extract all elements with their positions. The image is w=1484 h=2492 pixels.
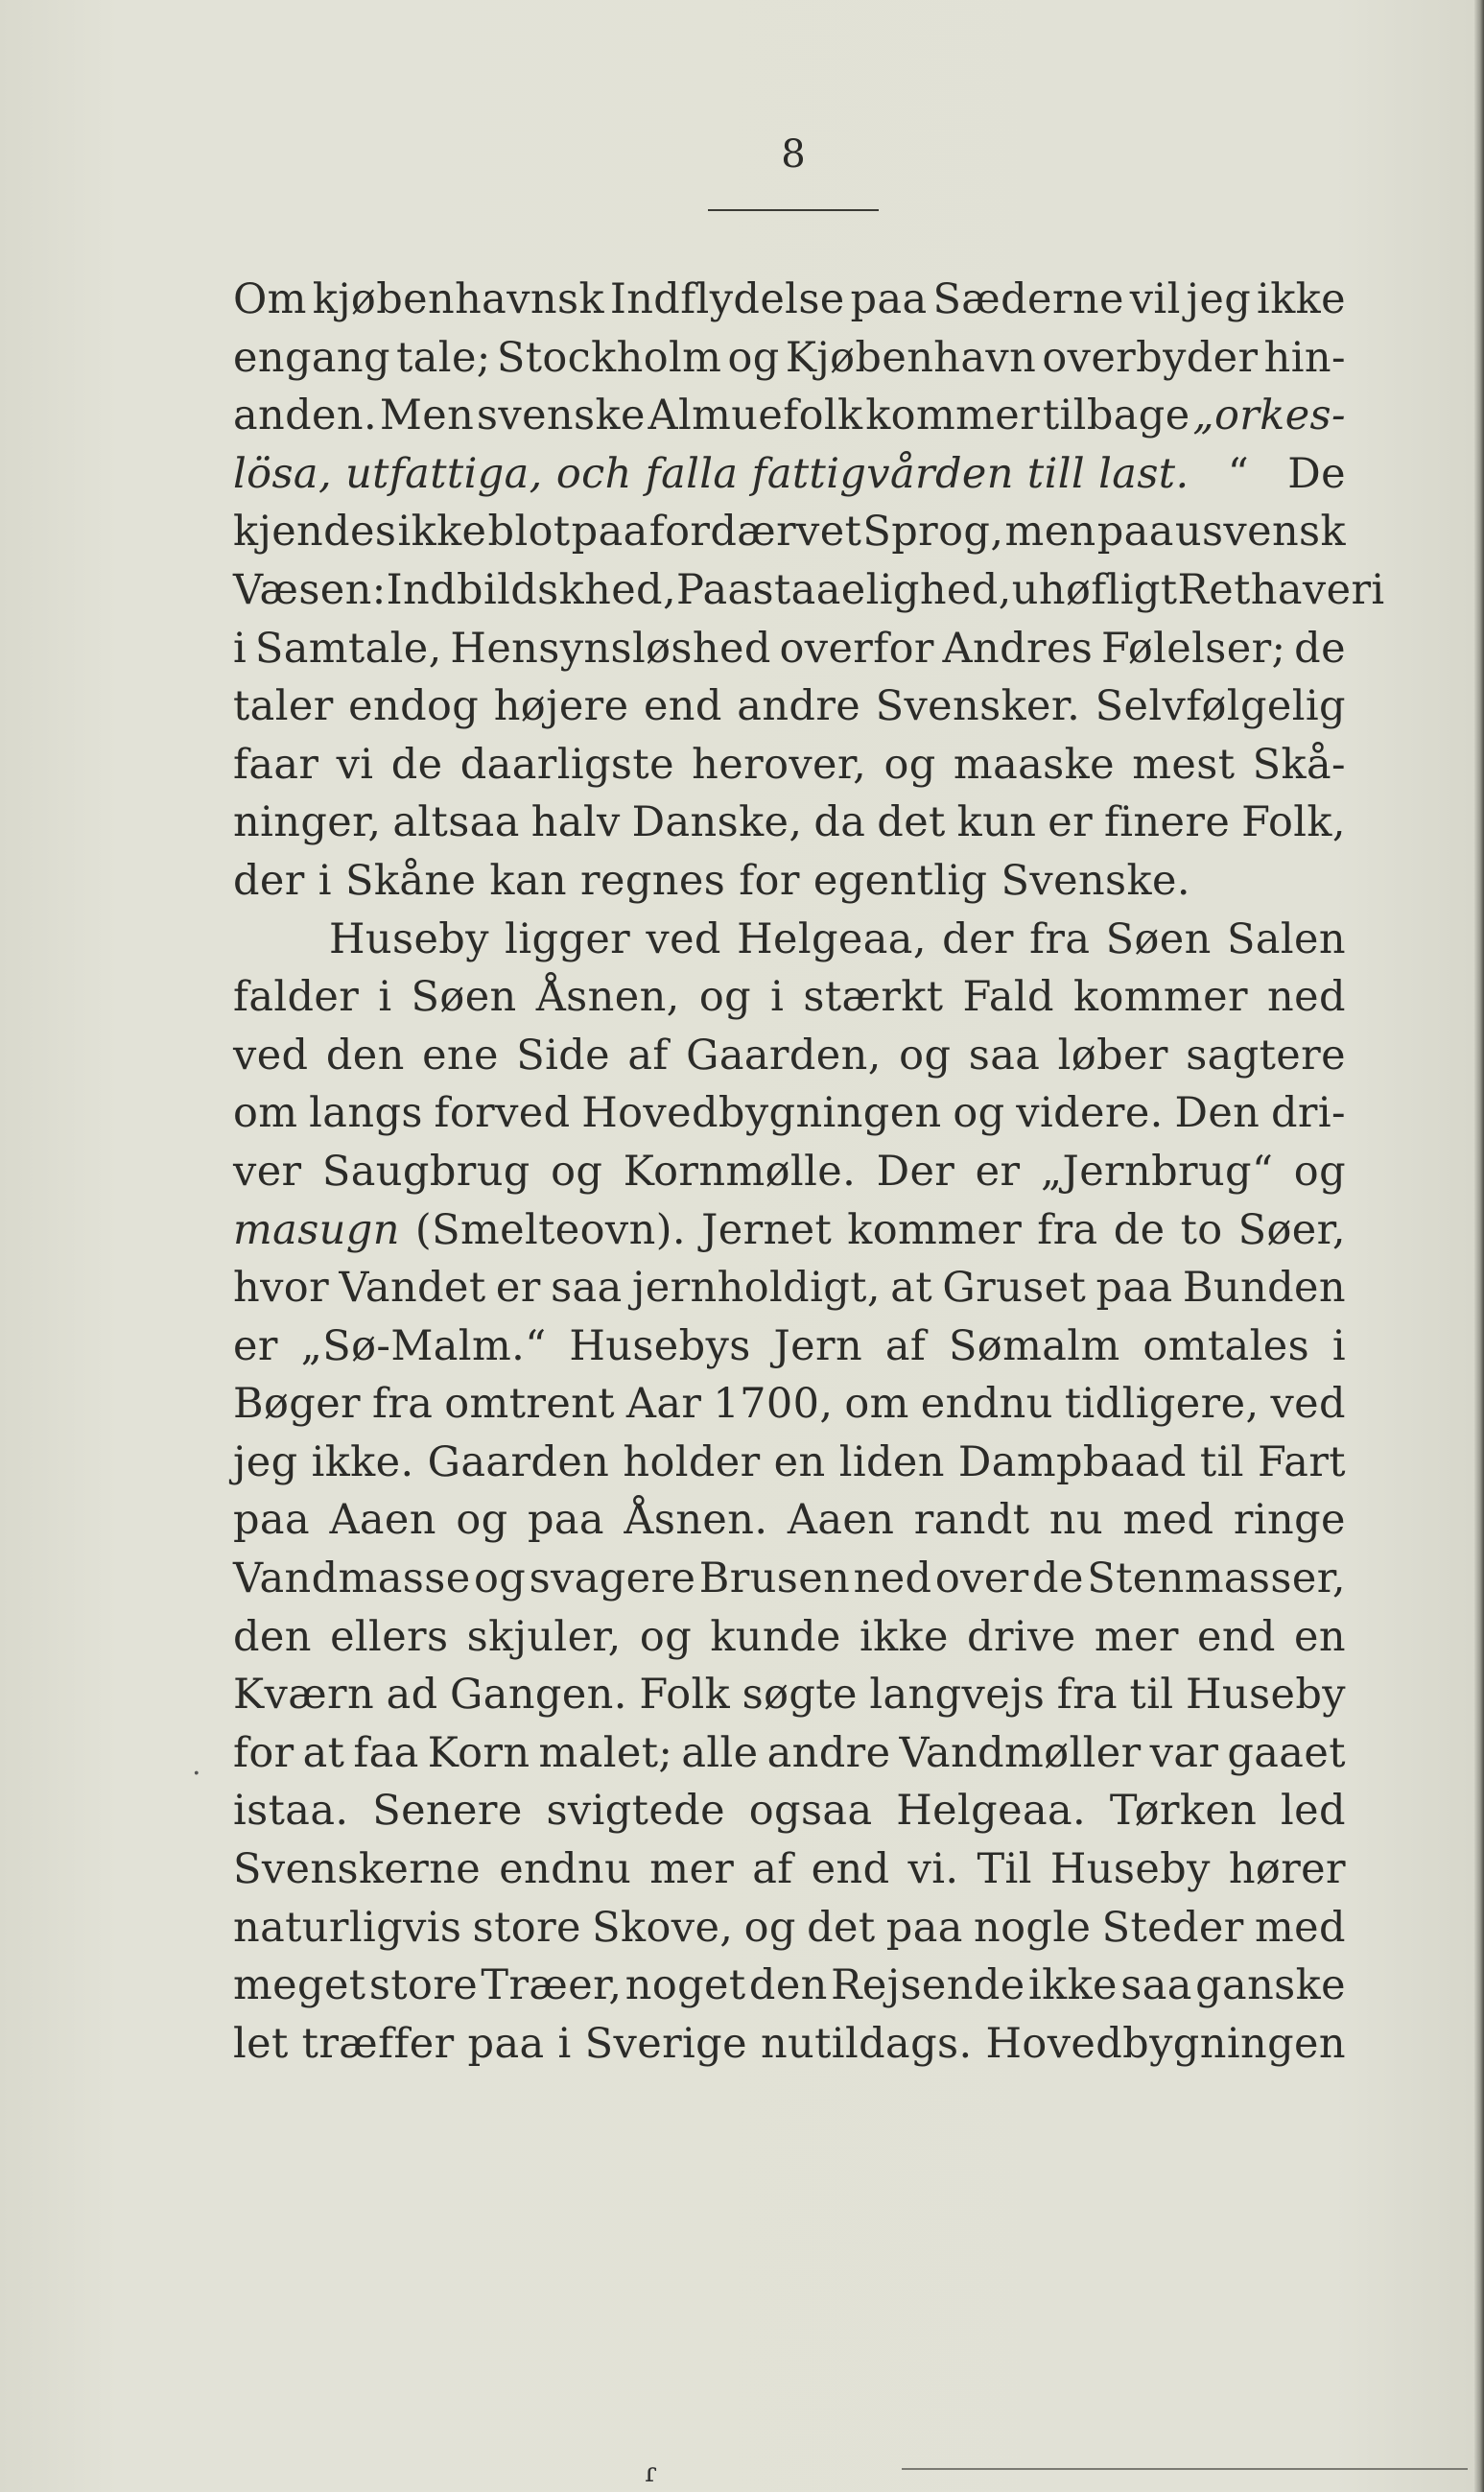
word: Rethaveri bbox=[1177, 565, 1385, 614]
word: ikke bbox=[859, 1612, 949, 1661]
word: og bbox=[551, 1147, 603, 1196]
text-line bbox=[233, 1957, 1346, 2015]
word: noget bbox=[624, 1961, 746, 2010]
word: men bbox=[1004, 508, 1096, 557]
word: med bbox=[1122, 1496, 1214, 1545]
text-line bbox=[233, 1317, 1346, 1376]
text-line bbox=[233, 1724, 1346, 1783]
word: svigtede bbox=[546, 1787, 725, 1836]
word: at bbox=[302, 1728, 345, 1777]
word: Senere bbox=[372, 1787, 523, 1836]
word: paa bbox=[850, 275, 928, 323]
word: end bbox=[811, 1845, 890, 1894]
text-line bbox=[233, 1084, 1346, 1143]
word: i bbox=[1331, 1321, 1346, 1370]
word: at bbox=[890, 1264, 932, 1313]
bottom-mark: ɾ bbox=[645, 2456, 657, 2488]
word: fra bbox=[1056, 1671, 1119, 1720]
word: ved bbox=[233, 1031, 309, 1080]
word: Rejsende bbox=[831, 1961, 1025, 2010]
word: ver bbox=[233, 1147, 302, 1196]
word: tidligere, bbox=[1064, 1380, 1260, 1429]
text-line bbox=[233, 387, 1346, 445]
word: Men bbox=[379, 392, 475, 440]
word: Svenskerne bbox=[233, 1845, 482, 1894]
word: paa bbox=[571, 508, 648, 557]
word: paa bbox=[885, 1903, 963, 1952]
word: Gaarden, bbox=[686, 1031, 882, 1080]
word: kun bbox=[956, 798, 1037, 847]
word: “ bbox=[1227, 449, 1250, 498]
word: og bbox=[727, 333, 780, 382]
word: Stenmasser, bbox=[1087, 1555, 1346, 1603]
word: Gaarden bbox=[427, 1437, 610, 1486]
word: end bbox=[643, 682, 722, 731]
word: meget bbox=[233, 1961, 366, 2010]
word: ringe bbox=[1233, 1496, 1346, 1545]
word: blot bbox=[487, 508, 571, 557]
word: Skå- bbox=[1252, 740, 1346, 789]
word: hvor bbox=[233, 1264, 330, 1313]
text-line bbox=[233, 968, 1346, 1027]
word: kommer bbox=[865, 392, 1041, 440]
word: forved bbox=[434, 1089, 571, 1138]
word: de bbox=[1294, 624, 1346, 673]
word: Tørken bbox=[1109, 1787, 1258, 1836]
word: end bbox=[1196, 1612, 1276, 1661]
word: nu bbox=[1048, 1496, 1104, 1545]
word: Væsen: bbox=[233, 565, 387, 614]
word: over bbox=[934, 1555, 1029, 1603]
word: den bbox=[233, 1612, 312, 1661]
word: kunde bbox=[710, 1612, 841, 1661]
word: ikke bbox=[1257, 275, 1346, 323]
word: tale; bbox=[396, 333, 491, 382]
header-rule bbox=[708, 209, 879, 211]
text-line bbox=[233, 1608, 1346, 1667]
word: usvensk bbox=[1174, 508, 1346, 557]
word: Danske, bbox=[631, 798, 803, 847]
text-line bbox=[233, 620, 1346, 678]
text-line bbox=[233, 271, 1346, 329]
word: nogle bbox=[974, 1903, 1092, 1952]
word: ved bbox=[646, 914, 721, 963]
word: langs bbox=[309, 1089, 423, 1138]
word: med bbox=[1254, 1903, 1346, 1952]
word: langvejs bbox=[869, 1671, 1046, 1720]
word: engang bbox=[233, 333, 390, 382]
word: højere bbox=[493, 682, 629, 731]
word: stærkt bbox=[803, 973, 944, 1022]
word: Søen bbox=[1105, 914, 1212, 963]
word: Paastaaelighed, bbox=[676, 565, 1012, 614]
word: til bbox=[1199, 1437, 1244, 1486]
word: hører bbox=[1228, 1845, 1346, 1894]
word: mer bbox=[1094, 1612, 1179, 1661]
word: til bbox=[1129, 1671, 1174, 1720]
word: af bbox=[884, 1321, 927, 1370]
text-line bbox=[233, 794, 1346, 852]
text-line bbox=[233, 1899, 1346, 1958]
text-line bbox=[233, 911, 1346, 969]
word: Følelser; bbox=[1100, 624, 1286, 673]
word: Samtale, bbox=[254, 624, 442, 673]
word: paa bbox=[527, 1496, 604, 1545]
word: løber bbox=[1057, 1031, 1168, 1080]
word: malet; bbox=[538, 1728, 673, 1777]
word: de bbox=[1032, 1555, 1084, 1603]
word: hin- bbox=[1263, 333, 1346, 382]
word: Vandmasse bbox=[233, 1555, 471, 1603]
word: ganske bbox=[1195, 1961, 1346, 2010]
word: ogsaa bbox=[748, 1787, 873, 1836]
word: Helgeaa. bbox=[896, 1787, 1087, 1836]
word: og bbox=[883, 740, 936, 789]
word: paa bbox=[1096, 508, 1174, 557]
word: Til bbox=[977, 1845, 1032, 1894]
word: Bunden bbox=[1182, 1264, 1346, 1313]
word: Jern bbox=[773, 1321, 863, 1370]
word: den bbox=[325, 1031, 405, 1080]
word: kjendes bbox=[233, 508, 397, 557]
word: andre bbox=[737, 682, 861, 731]
word: Indflydelse bbox=[609, 275, 845, 323]
word: istaa. bbox=[233, 1787, 349, 1836]
text-line bbox=[233, 2015, 1346, 2074]
word: fra bbox=[371, 1380, 434, 1429]
word: fra bbox=[1029, 914, 1091, 963]
word: faa bbox=[353, 1728, 419, 1777]
word: Stockholm bbox=[496, 333, 722, 382]
word: svagere bbox=[529, 1555, 696, 1603]
word: Side bbox=[516, 1031, 611, 1080]
word: en bbox=[1294, 1612, 1346, 1661]
word: dri- bbox=[1270, 1089, 1346, 1138]
word: og bbox=[953, 1089, 1005, 1138]
word: der bbox=[942, 914, 1014, 963]
word: ikke. bbox=[311, 1437, 414, 1486]
word: om bbox=[233, 1089, 298, 1138]
word: om bbox=[844, 1380, 909, 1429]
word: daarligste bbox=[459, 740, 674, 789]
word: Almuefolk bbox=[648, 392, 863, 440]
text-line bbox=[233, 503, 1346, 561]
text-line bbox=[233, 1143, 1346, 1201]
word: finere bbox=[1103, 798, 1231, 847]
word: er bbox=[1048, 798, 1094, 847]
word: gaaet bbox=[1227, 1728, 1346, 1777]
word: sagtere bbox=[1186, 1031, 1346, 1080]
word: for bbox=[233, 1728, 294, 1777]
word: og bbox=[639, 1612, 693, 1661]
word: falder bbox=[233, 973, 360, 1022]
word: er bbox=[495, 1264, 541, 1313]
word: Aaen bbox=[329, 1496, 436, 1545]
word: Selvfølgelig bbox=[1095, 682, 1346, 731]
word: overbyder bbox=[1042, 333, 1259, 382]
word: lösa, utfattiga, och falla fattigvården till last. bbox=[233, 449, 1190, 498]
word: Der bbox=[876, 1147, 955, 1196]
word: masugn bbox=[233, 1205, 400, 1254]
word: ikke bbox=[1027, 1961, 1118, 2010]
body-text bbox=[233, 271, 1385, 2073]
word: „Jernbrug“ bbox=[1040, 1147, 1274, 1196]
word: Skove, bbox=[592, 1903, 734, 1952]
word: store bbox=[368, 1961, 479, 2010]
word: ninger, bbox=[233, 798, 382, 847]
word: da bbox=[813, 798, 866, 847]
text-line bbox=[233, 1491, 1346, 1550]
word: Andres bbox=[942, 624, 1094, 673]
word: de bbox=[390, 740, 443, 789]
word: Hensynsløshed bbox=[450, 624, 771, 673]
word: Aar bbox=[625, 1380, 702, 1429]
word: Kornmølle. bbox=[623, 1147, 857, 1196]
word: Om bbox=[233, 275, 307, 323]
word: ikke bbox=[397, 508, 487, 557]
word: Sømalm bbox=[948, 1321, 1120, 1370]
word: Sverige bbox=[584, 2019, 747, 2068]
text-line bbox=[233, 1259, 1346, 1317]
word: af bbox=[627, 1031, 669, 1080]
text-line bbox=[233, 1201, 1346, 1260]
word: skjuler, bbox=[466, 1612, 622, 1661]
word: „orkes- bbox=[1192, 392, 1346, 440]
word: vi. bbox=[907, 1845, 959, 1894]
word: halv bbox=[530, 798, 621, 847]
word: ligger bbox=[505, 914, 631, 963]
word: Sæderne bbox=[932, 275, 1124, 323]
word: svenske bbox=[476, 392, 646, 440]
text-line bbox=[233, 1027, 1346, 1085]
word: store bbox=[472, 1903, 581, 1952]
word: mest bbox=[1132, 740, 1236, 789]
word: altsaa bbox=[392, 798, 520, 847]
word: ad bbox=[386, 1671, 438, 1720]
word: kommer bbox=[847, 1205, 1023, 1254]
text-line bbox=[233, 677, 1346, 736]
word: Fart bbox=[1257, 1437, 1346, 1486]
word: Søen bbox=[411, 973, 517, 1022]
word: og bbox=[473, 1555, 527, 1603]
word: let bbox=[233, 2019, 289, 2068]
word: omtales bbox=[1142, 1321, 1310, 1370]
word: paa bbox=[1095, 1264, 1173, 1313]
word: „Sø-Malm.“ bbox=[300, 1321, 547, 1370]
page-number: 8 bbox=[781, 132, 807, 177]
word: i bbox=[233, 624, 247, 673]
word: søgte bbox=[742, 1671, 858, 1720]
word: Aaen bbox=[787, 1496, 895, 1545]
bottom-edge-line bbox=[902, 2468, 1468, 2470]
word: paa bbox=[233, 1496, 310, 1545]
word: (Smelteovn). bbox=[414, 1205, 686, 1254]
word: Helgeaa, bbox=[737, 914, 927, 963]
word: Hovedbygningen bbox=[581, 1089, 942, 1138]
word: Jernet bbox=[701, 1205, 833, 1254]
word: tilbage bbox=[1042, 392, 1190, 440]
word: fra bbox=[1037, 1205, 1098, 1254]
page-edge-shadow bbox=[1474, 0, 1484, 2492]
word: i bbox=[378, 973, 392, 1022]
word: og bbox=[456, 1496, 508, 1545]
word: taler bbox=[233, 682, 334, 731]
text-line bbox=[233, 852, 1346, 911]
word: Åsnen, bbox=[535, 973, 680, 1022]
text-line bbox=[233, 1550, 1346, 1608]
word: vi bbox=[336, 740, 374, 789]
word: Fald bbox=[962, 973, 1054, 1022]
word: ned bbox=[853, 1555, 932, 1603]
word: to bbox=[1180, 1205, 1223, 1254]
margin-mark: . bbox=[192, 1748, 201, 1782]
word: ellers bbox=[330, 1612, 449, 1661]
word: alle bbox=[681, 1728, 759, 1777]
word: og bbox=[899, 1031, 952, 1080]
text-line bbox=[233, 1840, 1346, 1899]
text-line bbox=[233, 1666, 1346, 1724]
word: Svensker. bbox=[875, 682, 1081, 731]
word: ned bbox=[1267, 973, 1346, 1022]
word: ene bbox=[422, 1031, 499, 1080]
word: Folk, bbox=[1241, 798, 1346, 847]
word: Gangen. bbox=[450, 1671, 627, 1720]
word: Indbildskhed, bbox=[386, 565, 677, 614]
word: saa bbox=[1120, 1961, 1192, 2010]
word: Kværn bbox=[233, 1671, 375, 1720]
word: og bbox=[698, 973, 752, 1022]
word: den bbox=[748, 1961, 828, 2010]
text-line bbox=[233, 561, 1385, 620]
word: De bbox=[1287, 449, 1346, 498]
word: Salen bbox=[1226, 914, 1346, 963]
word: drive bbox=[967, 1612, 1076, 1661]
word: Husebys bbox=[569, 1321, 751, 1370]
word: fordærvet bbox=[648, 508, 862, 557]
text-line bbox=[233, 445, 1346, 504]
text-line bbox=[233, 1782, 1346, 1840]
word: faar bbox=[233, 740, 319, 789]
word: jeg bbox=[1186, 275, 1252, 323]
word: de bbox=[1113, 1205, 1166, 1254]
word: Saugbrug bbox=[321, 1147, 530, 1196]
word: Bøger bbox=[233, 1380, 362, 1429]
word: naturligvis bbox=[233, 1903, 462, 1952]
word: liden bbox=[838, 1437, 945, 1486]
word: anden. bbox=[233, 392, 378, 440]
word: led bbox=[1281, 1787, 1346, 1836]
word: nutildags. bbox=[760, 2019, 973, 2068]
text-line bbox=[233, 329, 1346, 388]
word: Gruset bbox=[942, 1264, 1087, 1313]
word: Den bbox=[1174, 1089, 1260, 1138]
word: omtrent bbox=[444, 1380, 615, 1429]
word: Dampbaad bbox=[957, 1437, 1187, 1486]
word: endog bbox=[348, 682, 480, 731]
word: paa bbox=[467, 2019, 545, 2068]
word: andre bbox=[766, 1728, 891, 1777]
word: Folk bbox=[639, 1671, 731, 1720]
word: randt bbox=[913, 1496, 1030, 1545]
text-line bbox=[233, 736, 1346, 795]
word: jeg bbox=[233, 1437, 298, 1486]
word: i bbox=[557, 2019, 572, 2068]
word: er bbox=[975, 1147, 1021, 1196]
word: Søer, bbox=[1237, 1205, 1346, 1254]
word: Huseby bbox=[1186, 1671, 1346, 1720]
word: mer bbox=[649, 1845, 735, 1894]
word: 1700, bbox=[713, 1380, 834, 1429]
word: saa bbox=[968, 1031, 1041, 1080]
word: Træer, bbox=[481, 1961, 623, 2010]
word: og bbox=[1293, 1147, 1346, 1196]
word: og bbox=[743, 1903, 796, 1952]
word: det bbox=[877, 798, 946, 847]
word: Åsnen. bbox=[624, 1496, 768, 1545]
word: Huseby bbox=[1049, 1845, 1211, 1894]
word: i bbox=[770, 973, 785, 1022]
word: en bbox=[773, 1437, 826, 1486]
word: Vandmøller bbox=[899, 1728, 1142, 1777]
word: var bbox=[1149, 1728, 1219, 1777]
word: herover, bbox=[692, 740, 867, 789]
word: Kjøbenhavn bbox=[785, 333, 1037, 382]
word: af bbox=[752, 1845, 793, 1894]
word: Korn bbox=[427, 1728, 530, 1777]
word: Hovedbygningen bbox=[985, 2019, 1346, 2068]
word: kjøbenhavnsk bbox=[312, 275, 604, 323]
word: Steder bbox=[1101, 1903, 1244, 1952]
word: Brusen bbox=[698, 1555, 851, 1603]
word: overfor bbox=[779, 624, 934, 673]
text-line bbox=[233, 1375, 1346, 1434]
word: saa bbox=[551, 1264, 623, 1313]
word: vil bbox=[1129, 275, 1181, 323]
word: det bbox=[807, 1903, 876, 1952]
word: uhøfligt bbox=[1011, 565, 1178, 614]
word: Huseby bbox=[329, 914, 489, 963]
word: endnu bbox=[920, 1380, 1053, 1429]
word: jernholdigt, bbox=[631, 1264, 881, 1313]
text-line bbox=[233, 1434, 1346, 1492]
word: kommer bbox=[1073, 973, 1248, 1022]
word: holder bbox=[623, 1437, 761, 1486]
word: er bbox=[233, 1321, 278, 1370]
word: Vandet bbox=[339, 1264, 486, 1313]
word: videre. bbox=[1016, 1089, 1164, 1138]
word: Sprog, bbox=[862, 508, 1004, 557]
word: træffer bbox=[301, 2019, 455, 2068]
word: endnu bbox=[499, 1845, 632, 1894]
word: ved bbox=[1270, 1380, 1346, 1429]
word: der i Skåne kan regnes for egentlig Svenske. bbox=[233, 856, 1190, 905]
word: maaske bbox=[953, 740, 1115, 789]
